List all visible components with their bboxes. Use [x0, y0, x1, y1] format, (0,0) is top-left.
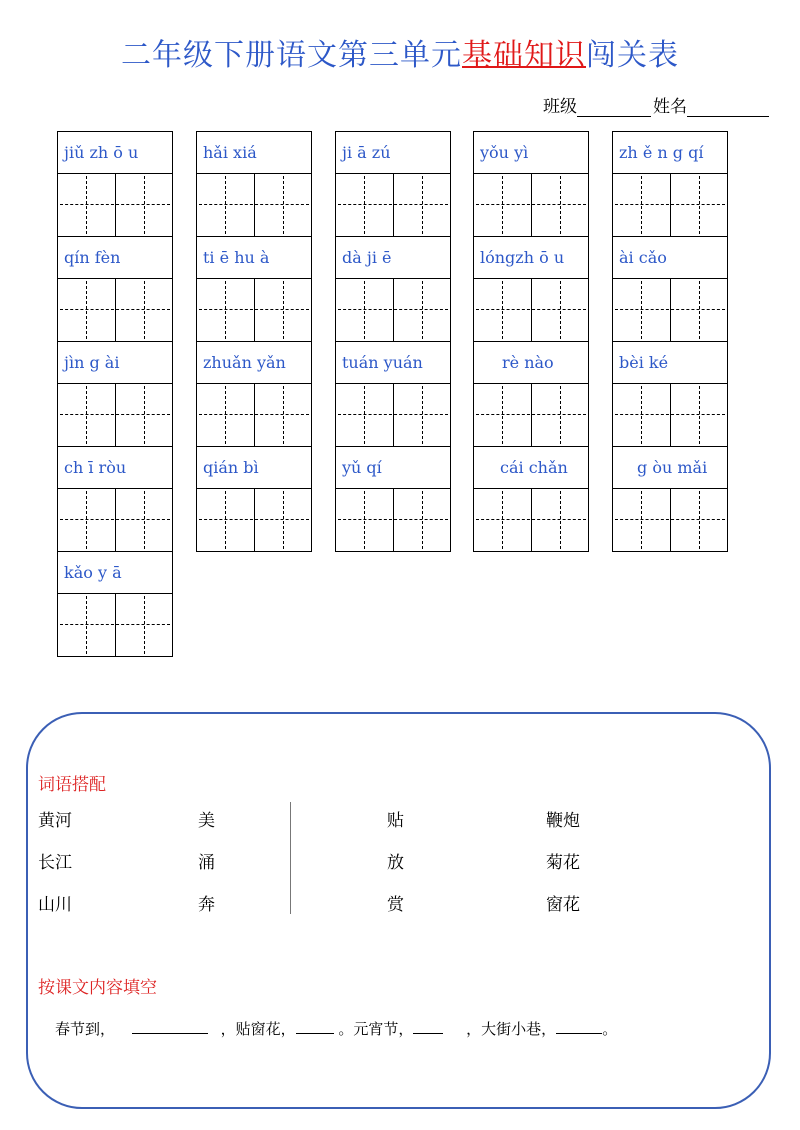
pinyin-column-1 — [57, 131, 173, 657]
match-word[interactable]: 奔 — [198, 895, 215, 915]
writing-grid[interactable] — [197, 489, 311, 551]
match-word[interactable]: 涌 — [198, 853, 215, 873]
pinyin-block — [473, 131, 589, 236]
pinyin-block — [335, 131, 451, 236]
pinyin-block — [473, 341, 589, 446]
writing-grid[interactable] — [613, 174, 727, 236]
fill-blank[interactable] — [556, 1019, 602, 1034]
pinyin-label: lóngzh ō u — [474, 237, 588, 279]
writing-grid[interactable] — [474, 384, 588, 446]
pinyin-label: ji ā zú — [336, 132, 450, 174]
pinyin-block — [335, 446, 451, 552]
pinyin-label: zh ě n g qí — [613, 132, 727, 174]
pinyin-label: cái chǎn — [474, 447, 588, 489]
pinyin-label: jìn g ài — [58, 342, 172, 384]
pinyin-block — [473, 446, 589, 552]
pinyin-block — [196, 446, 312, 552]
match-word[interactable]: 赏 — [387, 895, 404, 915]
pinyin-block — [196, 131, 312, 236]
pinyin-block — [57, 341, 173, 446]
writing-grid[interactable] — [336, 384, 450, 446]
pinyin-block — [57, 236, 173, 341]
match-word[interactable]: 美 — [198, 811, 215, 831]
fill-blank[interactable] — [296, 1019, 334, 1034]
pinyin-label: ti ē hu à — [197, 237, 311, 279]
fill-blank[interactable] — [132, 1019, 208, 1034]
pinyin-label: tuán yuán — [336, 342, 450, 384]
fill-text: ，大街小巷， — [466, 1020, 557, 1038]
match-word[interactable]: 长江 — [38, 853, 72, 873]
pinyin-block — [335, 236, 451, 341]
writing-grid[interactable] — [58, 489, 172, 551]
pinyin-block — [612, 341, 728, 446]
writing-grid[interactable] — [613, 489, 727, 551]
writing-grid[interactable] — [336, 489, 450, 551]
page-title: 二年级下册语文第三单元基础知识闯关表 — [121, 38, 679, 73]
pinyin-block — [335, 341, 451, 446]
divider — [290, 802, 291, 914]
fill-text: 春节到， — [55, 1020, 116, 1038]
writing-grid[interactable] — [474, 174, 588, 236]
writing-grid[interactable] — [474, 279, 588, 341]
pinyin-block — [57, 551, 173, 657]
pinyin-block — [612, 446, 728, 552]
pinyin-label: ài cǎo — [613, 237, 727, 279]
match-section-title: 词语搭配 — [38, 775, 106, 795]
pinyin-label: rè nào — [474, 342, 588, 384]
match-word[interactable]: 山川 — [38, 895, 72, 915]
match-word[interactable]: 菊花 — [546, 853, 580, 873]
pinyin-block — [57, 446, 173, 551]
pinyin-label: jiǔ zh ō u — [58, 132, 172, 174]
fill-text: ，贴窗花， — [220, 1020, 296, 1038]
pinyin-block — [612, 131, 728, 236]
writing-grid[interactable] — [58, 594, 172, 656]
pinyin-column-3 — [335, 131, 451, 552]
pinyin-column-5 — [612, 131, 728, 552]
writing-grid[interactable] — [613, 279, 727, 341]
writing-grid[interactable] — [58, 174, 172, 236]
writing-grid[interactable] — [58, 384, 172, 446]
writing-grid[interactable] — [474, 489, 588, 551]
pinyin-label: yǒu yì — [474, 132, 588, 174]
writing-grid[interactable] — [197, 174, 311, 236]
pinyin-block — [57, 131, 173, 236]
fill-section-title: 按课文内容填空 — [38, 978, 157, 998]
name-input-line[interactable] — [687, 98, 769, 117]
pinyin-block — [196, 236, 312, 341]
pinyin-block — [473, 236, 589, 341]
match-word[interactable]: 贴 — [387, 811, 404, 831]
pinyin-block — [612, 236, 728, 341]
pinyin-label: qián bì — [197, 447, 311, 489]
pinyin-label: g òu mǎi — [613, 447, 727, 489]
pinyin-block — [196, 341, 312, 446]
pinyin-column-2 — [196, 131, 312, 552]
match-word[interactable]: 放 — [387, 853, 404, 873]
class-label: 班级 — [543, 97, 577, 117]
pinyin-column-4 — [473, 131, 589, 552]
writing-grid[interactable] — [58, 279, 172, 341]
writing-grid[interactable] — [336, 279, 450, 341]
writing-grid[interactable] — [197, 279, 311, 341]
writing-grid[interactable] — [197, 384, 311, 446]
match-word[interactable]: 黄河 — [38, 811, 72, 831]
pinyin-label: ch ī ròu — [58, 447, 172, 489]
match-word[interactable]: 鞭炮 — [546, 811, 580, 831]
match-word[interactable]: 窗花 — [546, 895, 580, 915]
pinyin-label: bèi ké — [613, 342, 727, 384]
writing-grid[interactable] — [336, 174, 450, 236]
fill-blank[interactable] — [413, 1019, 443, 1034]
pinyin-label: hǎi xiá — [197, 132, 311, 174]
pinyin-label: zhuǎn yǎn — [197, 342, 311, 384]
fill-text: 。元宵节， — [338, 1020, 414, 1038]
writing-grid[interactable] — [613, 384, 727, 446]
fill-in-sentence — [55, 1018, 617, 1039]
pinyin-label: yǔ qí — [336, 447, 450, 489]
name-label: 姓名 — [653, 97, 687, 117]
fill-text: 。 — [602, 1020, 618, 1038]
pinyin-label: kǎo y ā — [58, 552, 172, 594]
pinyin-label: dà ji ē — [336, 237, 450, 279]
pinyin-label: qín fèn — [58, 237, 172, 279]
class-input-line[interactable] — [577, 98, 651, 117]
class-name-row — [543, 92, 769, 117]
